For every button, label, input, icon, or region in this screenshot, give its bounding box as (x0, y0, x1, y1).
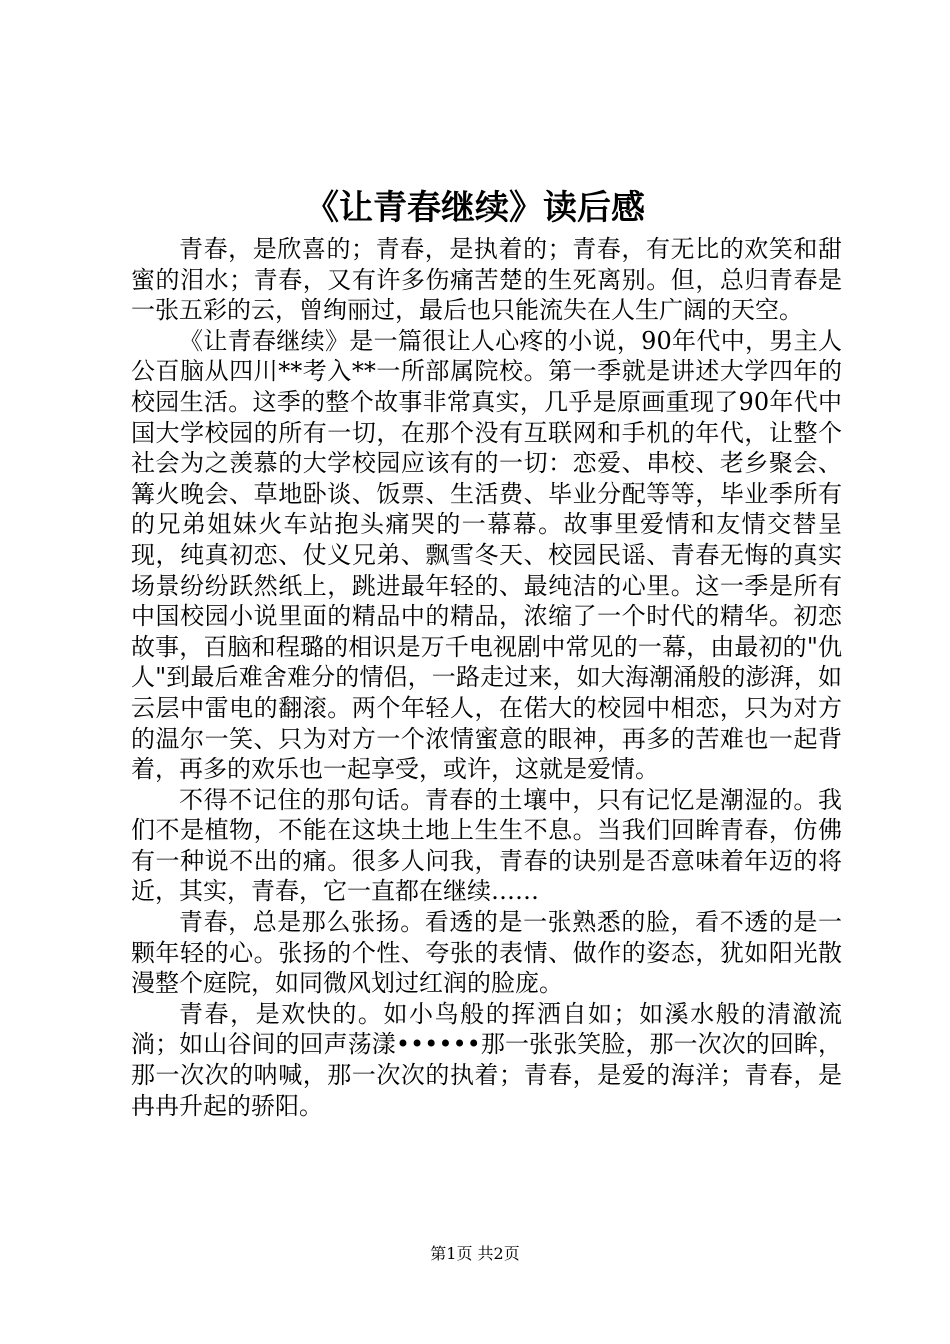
paragraph-1: 青春，是欣喜的；青春，是执着的；青春，有无比的欢笑和甜蜜的泪水；青春，又有许多伤痛苦楚的生死离别。但，总归青春是一张五彩的云，曾绚丽过，最后也只能流失在人生广阔的天空。 (131, 235, 842, 325)
document-title: 《让青春继续》读后感 (305, 188, 645, 228)
document-body (131, 234, 842, 1121)
page-footer: 第1页 共2页 (430, 1244, 520, 1263)
paragraph-4: 青春，总是那么张扬。看透的是一张熟悉的脸，看不透的是一颗年轻的心。张扬的个性、夸张的表情、做作的姿态，犹如阳光散漫整个庭院，如同微风划过红润的脸庞。 (131, 908, 842, 998)
paragraph-2: 《让青春继续》是一篇很让人心疼的小说，90年代中，男主人公百脑从四川**考入**一所部属院校。第一季就是讲述大学四年的校园生活。这季的整个故事非常真实，几乎是原画重现了90年代中国大学校园的所有一切，在那个没有互联网和手机的年代，让整个社会为之羡慕的大学校园应该有的一切：恋爱、串校、老乡聚会、篝火晚会、草地卧谈、饭票、生活费、毕业分配等等，毕业季所有的兄弟姐妹火车站抱头痛哭的一幕幕。故事里爱情和友情交替呈现，纯真初恋、仗义兄弟、飘雪冬天、校园民谣、青春无悔的真实场景纷纷跃然纸上，跳进最年轻的、最纯洁的心里。这一季是所有中国校园小说里面的精品中的精品，浓缩了一个时代的精华。初恋故事，百脑和程璐的相识是万千电视剧中常见的一幕，由最初的"仇人"到最后难舍难分的情侣，一路走过来，如大海潮涌般的澎湃，如云层中雷电的翻滚。两个年轻人，在偌大的校园中相恋，只为对方的温尔一笑、只为对方一个浓情蜜意的眼神，再多的苦难也一起背着，再多的欢乐也一起享受，或许，这就是爱情。 (131, 326, 842, 784)
paragraph-3: 不得不记住的那句话。青春的土壤中，只有记忆是潮湿的。我们不是植物，不能在这块土地上生生不息。当我们回眸青春，仿佛有一种说不出的痛。很多人问我，青春的诀别是否意味着年迈的将近，其实，青春，它一直都在继续…… (131, 785, 842, 906)
paragraph-5: 青春，是欢快的。如小鸟般的挥洒自如；如溪水般的清澈流淌；如山谷间的回声荡漾••••••那一张张笑脸，那一次次的回眸，那一次次的呐喊，那一次次的执着；青春，是爱的海洋；青春，是冉冉升起的骄阳。 (131, 999, 842, 1120)
